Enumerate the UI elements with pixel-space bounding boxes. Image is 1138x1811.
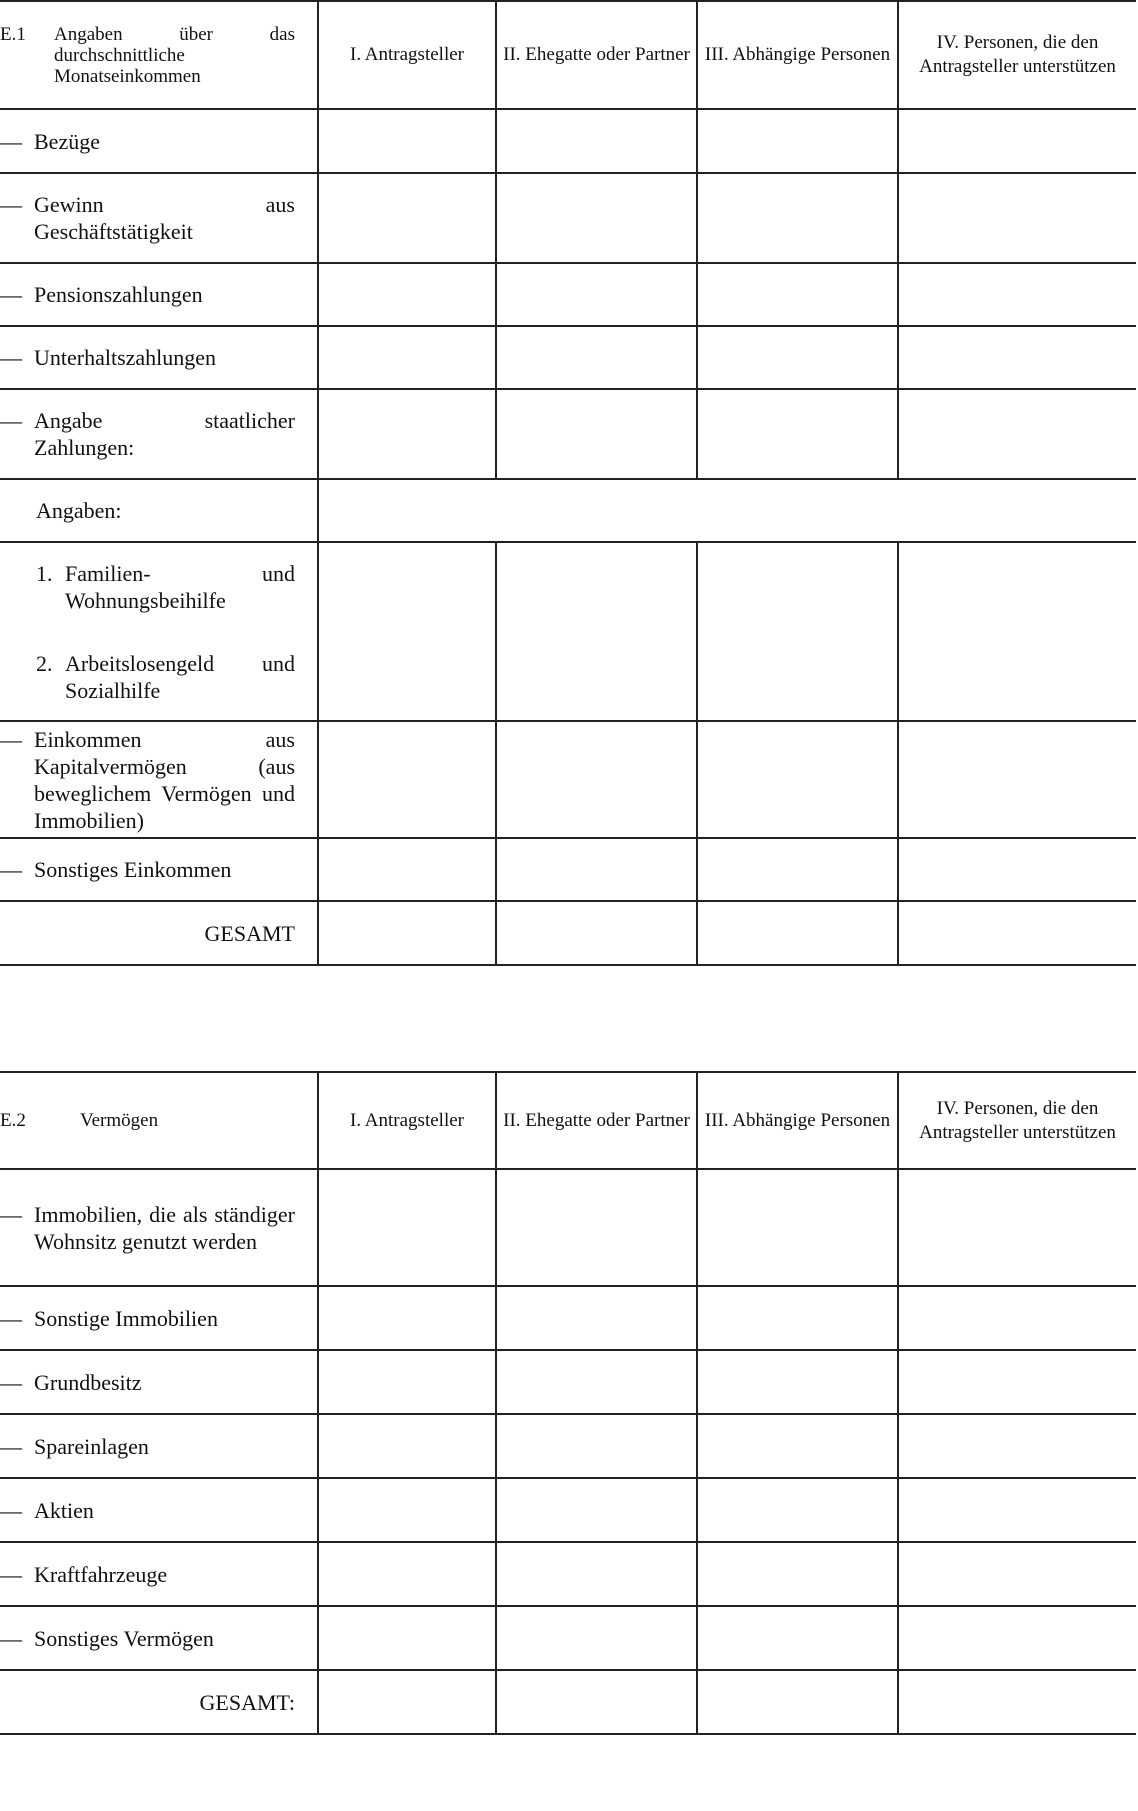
row-label: Familien- und Wohnungsbeihilfe	[65, 560, 295, 613]
section-number: E.1	[0, 23, 26, 45]
input-cell[interactable]	[898, 1478, 1136, 1542]
table-row	[0, 838, 1136, 901]
total-row	[0, 901, 1136, 965]
input-cell[interactable]	[496, 721, 697, 838]
input-cell[interactable]	[318, 838, 496, 901]
input-cell[interactable]	[496, 1542, 697, 1606]
input-cell[interactable]	[318, 1414, 496, 1478]
item-number: 1.	[36, 560, 53, 586]
input-cell[interactable]	[697, 173, 898, 263]
dash: —	[0, 345, 22, 370]
input-cell[interactable]	[496, 263, 697, 326]
dash: —	[0, 1497, 22, 1523]
input-cell[interactable]	[697, 109, 898, 173]
input-cell[interactable]	[318, 1169, 496, 1286]
input-cell[interactable]	[697, 326, 898, 389]
table-row	[0, 389, 1136, 479]
input-cell[interactable]	[898, 721, 1136, 838]
item-number: 2.	[36, 650, 53, 676]
income-header-row	[0, 1, 1136, 109]
dash: —	[0, 1201, 22, 1227]
input-cell[interactable]	[318, 542, 496, 721]
dash: —	[0, 1625, 22, 1651]
input-cell[interactable]	[898, 326, 1136, 389]
input-cell[interactable]	[898, 901, 1136, 965]
income-section-header	[0, 1, 318, 109]
input-cell[interactable]	[318, 326, 496, 389]
input-cell[interactable]	[318, 721, 496, 838]
input-cell[interactable]	[898, 109, 1136, 173]
table-row	[0, 173, 1136, 263]
input-cell[interactable]	[496, 1478, 697, 1542]
input-cell[interactable]	[697, 1286, 898, 1350]
input-cell[interactable]	[318, 389, 496, 479]
column-header-supporters: IV. Personen, die den Antragsteller unterstützen	[898, 1072, 1136, 1169]
row-label: Unterhaltszahlungen	[34, 345, 217, 370]
total-label: GESAMT	[204, 920, 295, 946]
input-cell[interactable]	[898, 542, 1136, 721]
row-label: Immobilien, die als ständiger Wohnsitz genutzt werden	[34, 1201, 295, 1254]
dash: —	[0, 128, 22, 154]
dash: —	[0, 1305, 22, 1331]
row-label: Arbeitslosengeld und Sozialhilfe	[65, 650, 295, 703]
row-label: Grundbesitz	[34, 1369, 142, 1395]
input-cell[interactable]	[318, 1606, 496, 1670]
table-row	[0, 721, 1136, 838]
assets-header-row	[0, 1072, 1136, 1169]
row-label: Angabe staatlicher Zahlungen:	[34, 408, 295, 460]
input-cell[interactable]	[898, 1670, 1136, 1734]
table-row	[0, 263, 1136, 326]
input-cell[interactable]	[318, 1350, 496, 1414]
row-label: Bezüge	[34, 128, 100, 154]
input-cell[interactable]	[898, 1606, 1136, 1670]
column-header-spouse: II. Ehegatte oder Partner	[496, 1, 697, 109]
column-header-applicant: I. Antragsteller	[318, 1, 496, 109]
input-cell[interactable]	[898, 1414, 1136, 1478]
input-cell[interactable]	[318, 173, 496, 263]
row-label: Sonstige Immobilien	[34, 1305, 218, 1331]
input-cell[interactable]	[318, 901, 496, 965]
total-row	[0, 1670, 1136, 1734]
row-label: Pensionszahlungen	[34, 282, 203, 307]
input-cell[interactable]	[496, 1606, 697, 1670]
row-label: Einkommen aus Kapitalvermögen (aus beweglichem Vermögen und Immobilien)	[34, 726, 295, 833]
input-cell[interactable]	[496, 542, 697, 721]
column-header-supporters: IV. Personen, die den Antragsteller unterstützen	[898, 1, 1136, 109]
input-cell[interactable]	[697, 1606, 898, 1670]
input-cell[interactable]	[318, 1542, 496, 1606]
input-cell[interactable]	[496, 1670, 697, 1734]
input-cell[interactable]	[898, 1169, 1136, 1286]
input-cell[interactable]	[496, 1350, 697, 1414]
input-cell[interactable]	[697, 542, 898, 721]
input-cell[interactable]	[318, 1286, 496, 1350]
list-item	[36, 650, 295, 704]
dash: —	[0, 857, 22, 882]
table-row	[0, 1350, 1136, 1414]
row-label: Gewinn aus Geschäftstätigkeit	[34, 192, 295, 244]
section-title: Vermögen	[80, 1110, 159, 1131]
column-header-applicant: I. Antragsteller	[318, 1072, 496, 1169]
input-cell[interactable]	[697, 901, 898, 965]
input-cell[interactable]	[318, 479, 1136, 542]
input-cell[interactable]	[898, 1286, 1136, 1350]
input-cell[interactable]	[697, 1542, 898, 1606]
section-number: E.2	[0, 1110, 26, 1131]
dash: —	[0, 282, 22, 307]
table-row	[0, 109, 1136, 173]
input-cell[interactable]	[697, 263, 898, 326]
table-row	[0, 1286, 1136, 1350]
input-cell[interactable]	[697, 1350, 898, 1414]
row-label: Sonstiges Einkommen	[34, 857, 232, 882]
input-cell[interactable]	[898, 1350, 1136, 1414]
input-cell[interactable]	[496, 389, 697, 479]
column-header-dependents: III. Abhängige Personen	[697, 1072, 898, 1169]
dash: —	[0, 726, 22, 752]
input-cell[interactable]	[697, 389, 898, 479]
table-row	[0, 1169, 1136, 1286]
dash: —	[0, 1369, 22, 1395]
input-cell[interactable]	[697, 838, 898, 901]
row-label: Kraftfahrzeuge	[34, 1561, 168, 1587]
input-cell[interactable]	[496, 838, 697, 901]
input-cell[interactable]	[496, 1286, 697, 1350]
input-cell[interactable]	[496, 173, 697, 263]
column-header-spouse: II. Ehegatte oder Partner	[496, 1072, 697, 1169]
column-header-dependents: III. Abhängige Personen	[697, 1, 898, 109]
row-label: Angaben:	[36, 498, 122, 523]
dash: —	[0, 1561, 22, 1587]
input-cell[interactable]	[898, 389, 1136, 479]
section-title: Angaben über das durchschnittliche Monatseinkommen	[54, 23, 295, 87]
row-label: Sonstiges Vermögen	[34, 1625, 214, 1651]
total-label: GESAMT:	[199, 1689, 295, 1715]
input-cell[interactable]	[898, 1542, 1136, 1606]
input-cell[interactable]	[496, 1414, 697, 1478]
input-cell[interactable]	[318, 263, 496, 326]
input-cell[interactable]	[496, 1169, 697, 1286]
input-cell[interactable]	[697, 1478, 898, 1542]
input-cell[interactable]	[318, 109, 496, 173]
table-row	[0, 1606, 1136, 1670]
assets-section-header	[0, 1072, 318, 1169]
list-item	[36, 560, 295, 614]
table-row	[0, 1542, 1136, 1606]
input-cell[interactable]	[697, 1169, 898, 1286]
dash: —	[0, 192, 22, 217]
table-row	[0, 542, 1136, 721]
table-row	[0, 479, 1136, 542]
input-cell[interactable]	[898, 263, 1136, 326]
input-cell[interactable]	[496, 109, 697, 173]
dash: —	[0, 408, 22, 433]
input-cell[interactable]	[318, 1478, 496, 1542]
table-row	[0, 1478, 1136, 1542]
input-cell[interactable]	[496, 326, 697, 389]
input-cell[interactable]	[496, 901, 697, 965]
input-cell[interactable]	[898, 838, 1136, 901]
dash: —	[0, 1433, 22, 1459]
input-cell[interactable]	[898, 173, 1136, 263]
table-row	[0, 1414, 1136, 1478]
input-cell[interactable]	[697, 1414, 898, 1478]
row-label: Spareinlagen	[34, 1433, 149, 1459]
table-row	[0, 326, 1136, 389]
assets-table	[0, 1071, 1136, 1735]
input-cell[interactable]	[697, 721, 898, 838]
input-cell[interactable]	[318, 1670, 496, 1734]
row-label: Aktien	[34, 1497, 94, 1523]
input-cell[interactable]	[697, 1670, 898, 1734]
